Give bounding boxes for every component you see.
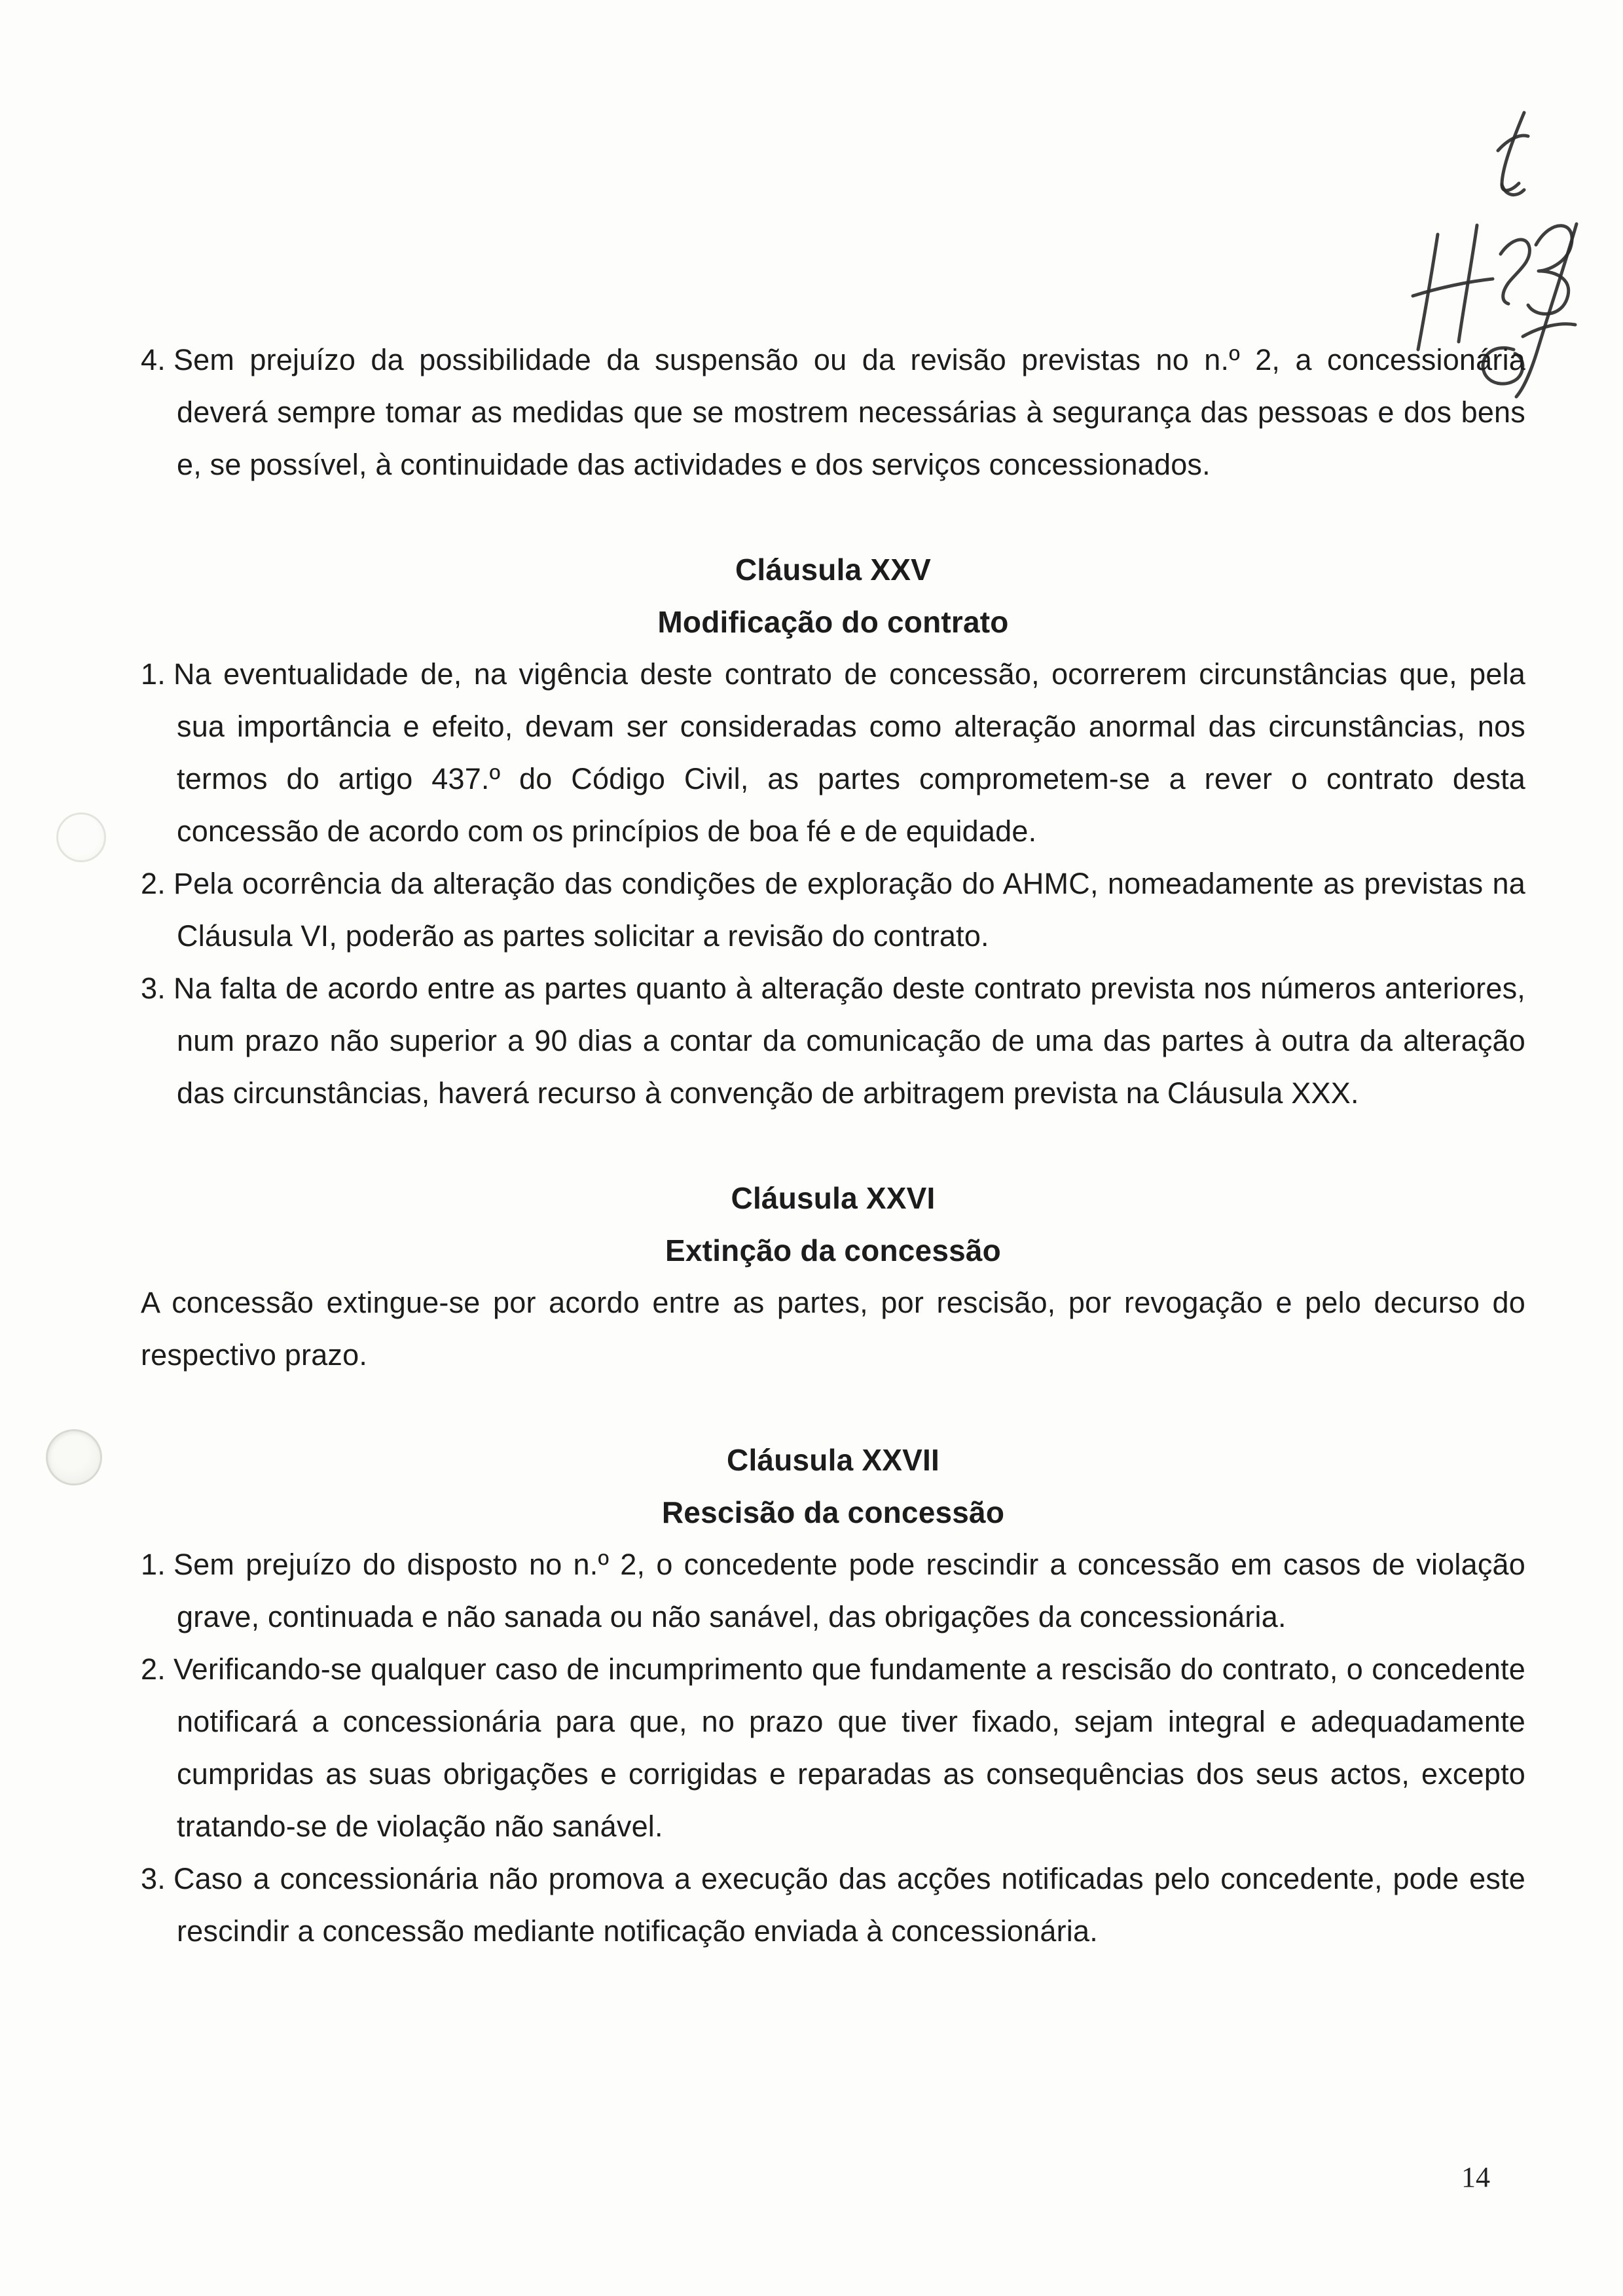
list-item [141, 1539, 1525, 1643]
item-text: Na falta de acordo entre as partes quanto à alteração deste contrato prevista nos números anteriores, num prazo não superior a 90 dias a contar da comunicação de uma das partes à outra da alteração das circunstâncias, haverá recurso à convenção de arbitragem prevista na Cláusula XXX. [173, 972, 1525, 1110]
item-text: Caso a concessionária não promova a execução das acções notificadas pelo concedente, pode este rescindir a concessão mediante notificação enviada à concessionária. [173, 1862, 1525, 1948]
item-text: Sem prejuízo da possibilidade da suspensão ou da revisão previstas no n.º 2, a concessionária deverá sempre tomar as medidas que se mostrem necessárias à segurança das pessoas e dos bens e, se possível, à continuidade das actividades e dos serviços concessionados. [173, 343, 1525, 481]
item-text: Pela ocorrência da alteração das condições de exploração do AHMC, nomeadamente as previstas na Cláusula VI, poderão as partes solicitar a revisão do contrato. [173, 867, 1525, 953]
item-number: 3. [141, 1862, 166, 1895]
list-item [141, 858, 1525, 962]
list-item [141, 1853, 1525, 1958]
item-text: Na eventualidade de, na vigência deste contrato de concessão, ocorrerem circunstâncias que, pela sua importância e efeito, devam ser consideradas como alteração anormal das circunstâncias, nos termos do artigo 437.º do Código Civil, as partes comprometem-se a rever o contrato desta concessão de acordo com os princípios de boa fé e de equidade. [173, 657, 1525, 848]
hole-punch-mark-top [56, 812, 106, 862]
list-item [141, 1643, 1525, 1853]
item-number: 2. [141, 867, 166, 900]
document-body [141, 334, 1525, 1958]
item-text: Sem prejuízo do disposto no n.º 2, o concedente pode rescindir a concessão em casos de violação grave, continuada e não sanada ou não sanável, das obrigações da concessionária. [173, 1548, 1525, 1633]
item-number: 4. [141, 343, 166, 376]
list-item [141, 648, 1525, 858]
item-number: 1. [141, 657, 166, 691]
list-item [141, 334, 1525, 491]
clause-subtitle: Extinção da concessão [665, 1233, 1001, 1267]
item-number: 3. [141, 972, 166, 1005]
clause-title: Cláusula XXVI [731, 1181, 936, 1215]
clause-subtitle: Modificação do contrato [657, 605, 1009, 639]
item-number: 1. [141, 1548, 166, 1581]
hole-punch-mark-bottom [46, 1429, 102, 1485]
clause-paragraph: A concessão extingue-se por acordo entre as partes, por rescisão, por revogação e pelo decurso do respectivo prazo. [141, 1286, 1525, 1372]
clause-title: Cláusula XXVII [727, 1443, 939, 1477]
clause-title: Cláusula XXV [735, 553, 931, 587]
page-number: 14 [1461, 2161, 1490, 2193]
list-item [141, 962, 1525, 1120]
clause-subtitle: Rescisão da concessão [661, 1495, 1005, 1529]
item-number: 2. [141, 1652, 166, 1686]
item-text: Verificando-se qualquer caso de incumprimento que fundamente a rescisão do contrato, o concedente notificará a concessionária para que, no prazo que tiver fixado, sejam integral e adequadamente cumpridas as suas obrigações e corrigidas e reparadas as consequências dos seus actos, excepto tratando-se de violação não sanável. [173, 1652, 1525, 1843]
